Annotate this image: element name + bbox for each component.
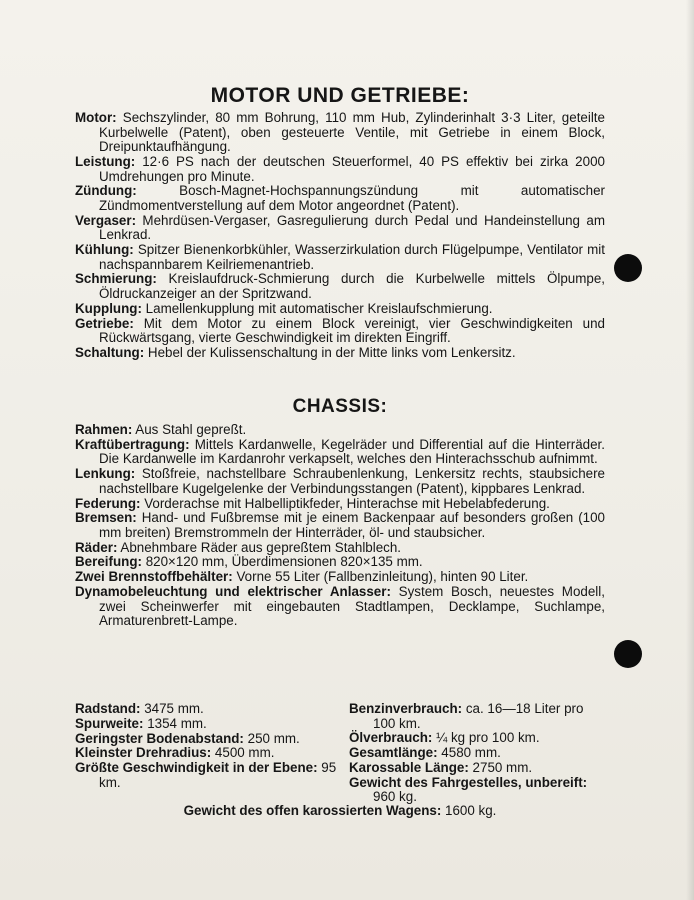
spec-text: ca. 16—18 Liter pro 100 km. [373,701,584,731]
spec-label: Radstand: [75,701,141,716]
page-edge-shadow [686,0,694,900]
spec-text: Spitzer Bienenkorbkühler, Wasserzirkulation durch Flügelpumpe, Ventilator mit nachspannbarem Keilriemenantrieb. [99,242,605,272]
spec-label: Schaltung: [75,345,145,360]
spec-label: Kühlung: [75,242,134,258]
spec-entry [75,555,605,570]
spec-entry [75,243,605,272]
dimensions-right-column [349,702,605,805]
spec-label: Getriebe: [75,315,134,331]
spec-text: Mittels Kardanwelle, Kegelräder und Differential auf die Hinterräder. Die Kardanwelle im Kardanrohr verkapselt, welches den Hinterachsschub aufnimmt. [99,436,605,467]
spec-label: Gewicht des Fahrgestelles, unbereift: [349,774,588,790]
spec-label: Dynamobeleuchtung und elektrischer Anlasser: [75,584,391,600]
spec-label: Größte Geschwindigkeit in der Ebene: [75,760,318,776]
spec-entry [75,746,349,761]
total-weight-line [75,804,605,819]
spec-entry [75,155,605,184]
spec-entry [75,702,349,717]
spec-entry [75,214,605,243]
spec-entry [75,272,605,301]
spec-entry [349,731,605,746]
spec-entry [75,732,349,747]
spec-entry [75,302,605,317]
spec-label: Räder: [75,539,118,555]
spec-entry [75,346,605,361]
spec-text: ¼ kg pro 100 km. [436,730,540,746]
spec-text: 2750 mm. [472,759,533,775]
spec-entry [75,717,349,732]
spec-text: 4500 mm. [214,745,275,761]
spec-entry [75,111,605,155]
motor-section [75,111,605,361]
spec-label: Kraftübertragung: [75,436,190,452]
spec-text: 1600 kg. [445,803,497,818]
spec-entry [75,541,605,556]
spec-text: 250 mm. [247,730,300,746]
spec-label: Kleinster Drehradius: [75,745,212,761]
spec-text: 3475 mm. [144,701,204,716]
spec-text: Hebel der Kulissenschaltung in der Mitte links vom Lenkersitz. [147,345,516,360]
spec-text: Hand- und Fußbremse mit je einem Backenpaar auf besonders großen (100 mm breiten) Bremstrommeln der Hinterräder, öl- und staubsicher. [99,510,605,540]
spec-text: 4580 mm. [441,745,501,761]
spec-entry [75,497,605,512]
spec-label: Federung: [75,495,141,511]
spec-label: Gewicht des offen karossierten Wagens: [183,803,442,818]
spec-label: Kupplung: [75,300,142,316]
punch-hole-lower [614,640,642,668]
spec-text: Sechszylinder, 80 mm Bohrung, 110 mm Hub, Zylinderinhalt 3·3 Liter, geteilte Kurbelwelle (Patent), oben gesteuerte Ventile, mit Getriebe in einem Block, Dreipunktaufhängung. [99,110,605,155]
spec-text: Mit dem Motor zu einem Block vereinigt, vier Geschwindigkeiten und Rückwärtsgang, vierte Geschwindigkeit im direkten Eingriff. [99,315,605,346]
spec-entry [75,511,605,540]
spec-text: Lamellenkupplung mit automatischer Kreislaufschmierung. [145,300,493,316]
spec-entry [349,761,605,776]
spec-entry [75,438,605,467]
spec-label: Gesamtlänge: [349,745,438,761]
spec-label: Benzinverbrauch: [349,701,463,716]
spec-entry [349,702,605,731]
chassis-section [75,423,605,629]
spec-label: Vergaser: [75,212,137,228]
spec-text: 820×120 mm, Überdimensionen 820×135 mm. [145,554,423,570]
spec-text: Vorderachse mit Halbelliptikfeder, Hinterachse mit Hebelabfederung. [144,495,550,511]
spec-text: Vorne 55 Liter (Fallbenzinleitung), hinten 90 Liter. [236,569,529,585]
spec-text: Kreislaufdruck-Schmierung durch die Kurbelwelle mittels Ölpumpe, Öldruckanzeiger an der Spritzwand. [99,271,605,302]
spec-label: Rahmen: [75,422,133,437]
spec-text: Mehrdüsen-Vergaser, Gasregulierung durch Pedal und Handeinstellung am Lenkrad. [99,212,605,243]
dimensions-grid [75,702,605,805]
spec-entry [349,746,605,761]
chassis-section-title: CHASSIS: [292,396,388,417]
spec-entry [349,776,605,805]
spec-label: Schmierung: [75,271,157,287]
spec-text: 12·6 PS nach der deutschen Steuerformel, 40 PS effektiv bei zirka 2000 Umdrehungen pro Minute. [99,153,605,184]
spec-entry [75,423,605,438]
spec-text: 1354 mm. [147,715,207,731]
spec-entry [75,761,349,790]
spec-text: Aus Stahl gepreßt. [135,422,247,437]
spec-text: Bosch-Magnet-Hochspannungszündung mit automatischer Zündmomentverstellung auf dem Motor angeordnet (Patent). [99,183,605,213]
spec-entry [75,184,605,213]
spec-label: Bremsen: [75,510,137,526]
spec-label: Geringster Bodenabstand: [75,730,244,746]
spec-entry [75,317,605,346]
punch-hole-upper [614,254,642,282]
spec-text: System Bosch, neuestes Modell, zwei Scheinwerfer mit eingebauten Stadtlampen, Decklampe, Suchlampe, Armaturenbrett-Lampe. [99,584,605,629]
spec-label: Leistung: [75,153,136,169]
spec-label: Lenkung: [75,466,136,482]
spec-text: 960 kg. [373,789,417,805]
spec-entry [75,585,605,629]
spec-text: Stoßfreie, nachstellbare Schraubenlenkung, Lenkersitz rechts, staubsichere nachstellbare Kugelgelenke der Verbindungsstangen (Patent), kippbares Lenkrad. [99,466,605,496]
spec-label: Motor: [75,110,117,125]
spec-label: Ölverbrauch: [349,730,433,746]
spec-label: Zwei Brennstoffbehälter: [75,569,233,585]
spec-label: Spurweite: [75,715,144,731]
dimensions-left-column [75,702,349,805]
spec-entry [75,467,605,496]
spec-entry [75,570,605,585]
motor-section-title: MOTOR UND GETRIEBE: [210,84,470,107]
spec-label: Karossable Länge: [349,759,469,775]
spec-label: Zündung: [75,183,137,199]
spec-label: Bereifung: [75,554,142,570]
spec-text: 95 km. [99,760,337,790]
spec-text: Abnehmbare Räder aus gepreßtem Stahlblech. [120,539,402,555]
